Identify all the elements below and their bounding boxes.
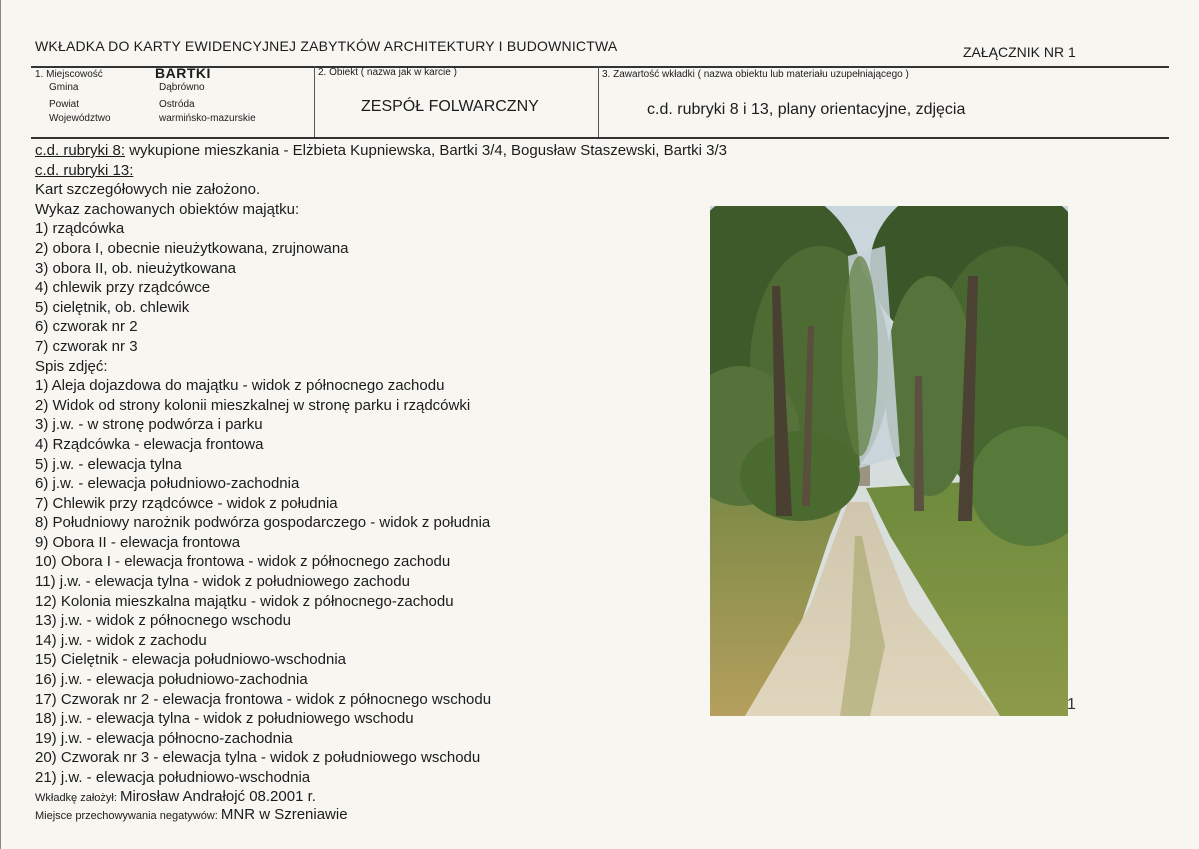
voivodeship-value: warmińsko-mazurskie <box>159 113 256 124</box>
list-item: 7) czworak nr 3 <box>35 337 138 355</box>
list-item: 6) j.w. - elewacja południowo-zachodnia <box>35 475 300 493</box>
author-line <box>35 788 316 806</box>
document-title: WKŁADKA DO KARTY EWIDENCYJNEJ ZABYTKÓW ARCHITEKTURY I BUDOWNICTWA <box>35 38 618 54</box>
district-label: Powiat <box>49 99 80 110</box>
list-item: 10) Obora I - elewacja frontowa - widok z północnego zachodu <box>35 553 451 571</box>
storage-label: Miejsce przechowywania negatywów: <box>35 810 221 822</box>
list-item: Wykaz zachowanych obiektów majątku: <box>35 200 300 218</box>
list-item: 5) cielętnik, ob. chlewik <box>35 298 190 316</box>
contents-label: 3. Zawartość wkładki ( nazwa obiektu lub materiału uzupełniającego ) <box>602 69 909 80</box>
list-item: 6) czworak nr 2 <box>35 318 138 336</box>
list-item: 7) Chlewik przy rządcówce - widok z południa <box>35 494 338 512</box>
locality-value: BARTKI <box>155 65 211 81</box>
object-value: ZESPÓŁ FOLWARCZNY <box>361 98 539 115</box>
column-divider-2 <box>598 66 599 137</box>
list-item: 1) Aleja dojazdowa do majątku - widok z północnego zachodu <box>35 377 445 395</box>
annex-label: ZAŁĄCZNIK NR 1 <box>963 44 1076 60</box>
author-value: Mirosław Andrałojć 08.2001 r. <box>119 788 316 805</box>
list-item: 20) Czworak nr 3 - elewacja tylna - widok z południowego wschodu <box>35 749 481 767</box>
list-item: Spis zdjęć: <box>35 357 108 375</box>
list-item: 2) obora I, obecnie nieużytkowana, zrujnowana <box>35 239 349 257</box>
list-item: 4) Rządcówka - elewacja frontowa <box>35 435 264 453</box>
list-item: 11) j.w. - elewacja tylna - widok z południowego zachodu <box>35 573 410 591</box>
column-divider-1 <box>314 66 315 137</box>
contents-value: c.d. rubryki 8 i 13, plany orientacyjne, zdjęcia <box>647 101 966 118</box>
list-item: 1) rządcówka <box>35 220 125 238</box>
district-value: Ostróda <box>159 99 195 110</box>
list-item: 15) Cielętnik - elewacja południowo-wschodnia <box>35 651 347 669</box>
list-item: 17) Czworak nr 2 - elewacja frontowa - widok z północnego wschodu <box>35 690 492 708</box>
list-item: 3) obora II, ob. nieużytkowana <box>35 259 236 277</box>
rubric8-line <box>35 141 727 161</box>
author-label: Wkładkę założył: <box>35 792 120 804</box>
list-item: 4) chlewik przy rządcówce <box>35 279 211 297</box>
object-label: 2. Obiekt ( nazwa jak w karcie ) <box>318 67 457 78</box>
storage-line <box>35 806 348 824</box>
list-item: 14) j.w. - widok z zachodu <box>35 631 207 649</box>
locality-label: 1. Miejscowość <box>35 69 103 80</box>
list-item: 8) Południowy narożnik podwórza gospodarczego - widok z południa <box>35 514 491 532</box>
list-item: 9) Obora II - elewacja frontowa <box>35 533 241 551</box>
list-item: Kart szczegółowych nie założono. <box>35 181 261 199</box>
list-item: 13) j.w. - widok z północnego wschodu <box>35 612 291 630</box>
body-text <box>35 141 727 788</box>
list-item: 21) j.w. - elewacja południowo-wschodnia <box>35 769 311 786</box>
storage-value: MNR w Szreniawie <box>220 806 348 823</box>
rubric8-heading: c.d. rubryki 8: <box>35 142 126 159</box>
list-item: 2) Widok od strony kolonii mieszkalnej w stronę parku i rządcówki <box>35 396 471 414</box>
commune-value: Dąbrówno <box>159 82 205 93</box>
list-item: 5) j.w. - elewacja tylna <box>35 455 182 473</box>
list-item: 18) j.w. - elewacja tylna - widok z południowego wschodu <box>35 710 414 728</box>
list-item: 3) j.w. - w stronę podwórza i parku <box>35 416 263 434</box>
table-bottom-rule <box>31 137 1169 139</box>
photo-illustration <box>710 206 1068 716</box>
commune-label: Gmina <box>49 82 79 93</box>
list-item: 12) Kolonia mieszkalna majątku - widok z północnego-zachodu <box>35 592 454 610</box>
photo-tree-lined-road <box>710 206 1068 716</box>
voivodeship-label: Województwo <box>49 113 111 124</box>
photo-number: 1 <box>1067 696 1076 713</box>
rubric13-line <box>35 161 715 181</box>
list-item: 19) j.w. - elewacja północno-zachodnia <box>35 729 293 747</box>
rubric13-heading: c.d. rubryki 13: <box>35 161 134 179</box>
list-item: 16) j.w. - elewacja południowo-zachodnia <box>35 671 308 689</box>
rubric8-text: wykupione mieszkania - Elżbieta Kupniewska, Bartki 3/4, Bogusław Staszewski, Bartki 3/3 <box>125 142 727 159</box>
